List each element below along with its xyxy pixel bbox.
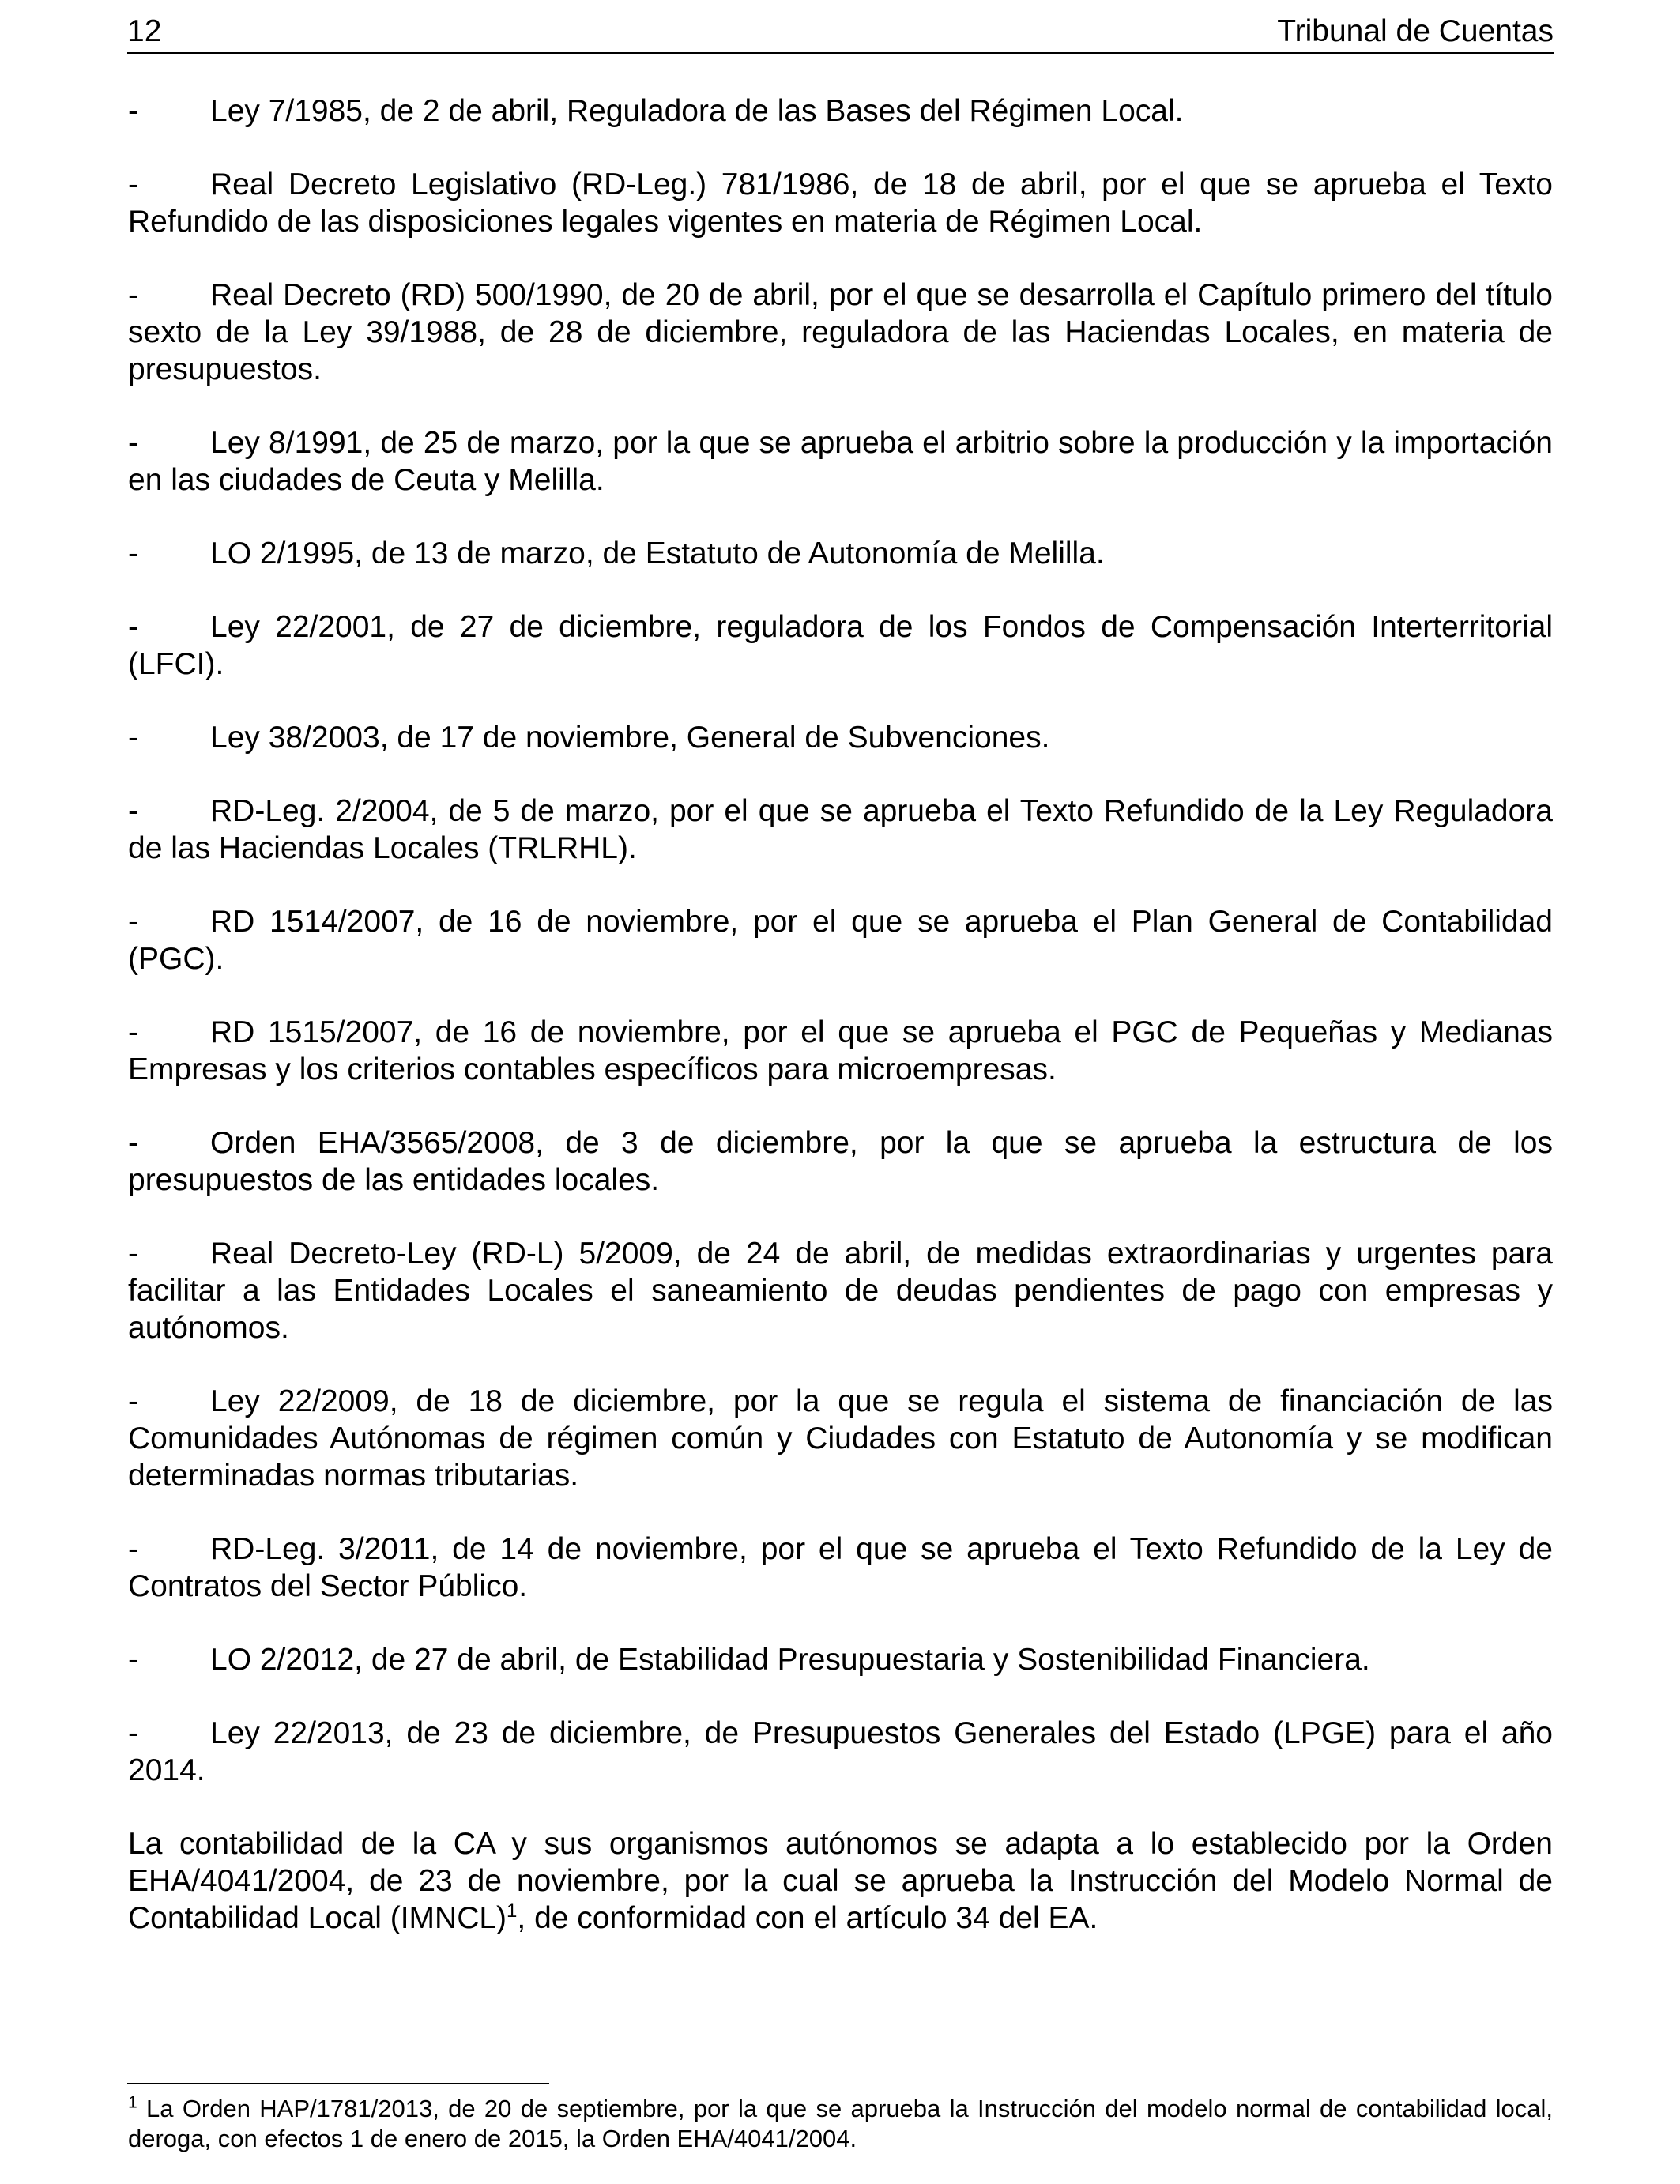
list-bullet: - (128, 1716, 138, 1750)
list-item-text: RD-Leg. 2/2004, de 5 de marzo, por el que se aprueba el Texto Refundido de la Ley Reguladora de las Haciendas Locales (TRLRHL). (128, 794, 1553, 865)
page-number: 12 (127, 14, 162, 48)
list-item (128, 1235, 1553, 1346)
list-item-text: RD 1514/2007, de 16 de noviembre, por el que se aprueba el Plan General de Contabilidad (PGC). (128, 905, 1553, 976)
footnote-reference[interactable]: 1 (507, 1900, 518, 1922)
list-item (128, 719, 1553, 756)
list-item (128, 793, 1553, 867)
list-item-text: Ley 22/2001, de 27 de diciembre, reguladora de los Fondos de Compensación Interterritorial (LFCI). (128, 610, 1553, 681)
list-item (128, 166, 1553, 240)
list-item (128, 424, 1553, 499)
list-item (128, 535, 1553, 572)
list-item (128, 903, 1553, 977)
list-bullet: - (128, 905, 138, 939)
list-item (128, 1715, 1553, 1789)
list-item (128, 1531, 1553, 1605)
list-item-text: Real Decreto-Ley (RD-L) 5/2009, de 24 de abril, de medidas extraordinarias y urgentes para facilitar a las Entidades Locales el saneamiento de deudas pendientes de pago con empresas y autónomos. (128, 1237, 1553, 1345)
footnote (128, 2094, 1553, 2154)
list-item (128, 1641, 1553, 1678)
list-item-text: Ley 7/1985, de 2 de abril, Reguladora de las Bases del Régimen Local. (210, 94, 1184, 128)
list-item-text: Real Decreto Legislativo (RD-Leg.) 781/1986, de 18 de abril, por el que se aprueba el Texto Refundido de las disposiciones legales vigentes en materia de Régimen Local. (128, 168, 1553, 239)
list-item-text: Ley 22/2013, de 23 de diciembre, de Presupuestos Generales del Estado (LPGE) para el año 2014. (128, 1716, 1553, 1787)
list-bullet: - (128, 426, 138, 460)
list-bullet: - (128, 794, 138, 828)
list-item-text: Orden EHA/3565/2008, de 3 de diciembre, por la que se aprueba la estructura de los presupuestos de las entidades locales. (128, 1126, 1553, 1197)
list-item-text: Ley 22/2009, de 18 de diciembre, por la que se regula el sistema de financiación de las Comunidades Autónomas de régimen común y Ciudades con Estatuto de Autonomía y se modifican determinadas normas tributarias. (128, 1384, 1553, 1493)
list-item (128, 1383, 1553, 1494)
footnote-text: La Orden HAP/1781/2013, de 20 de septiembre, por la que se aprueba la Instrucción del modelo normal de contabilidad local, deroga, con efectos 1 de enero de 2015, la Orden EHA/4041/2004. (128, 2095, 1553, 2152)
closing-text-end: , de conformidad con el artículo 34 del EA. (517, 1901, 1098, 1935)
legislation-list (128, 92, 1553, 1789)
list-bullet: - (128, 1643, 138, 1677)
list-item-text: RD-Leg. 3/2011, de 14 de noviembre, por el que se aprueba el Texto Refundido de la Ley de Contratos del Sector Público. (128, 1532, 1553, 1603)
list-bullet: - (128, 537, 138, 570)
list-bullet: - (128, 1237, 138, 1271)
list-bullet: - (128, 1126, 138, 1160)
list-item-text: Ley 8/1991, de 25 de marzo, por la que se aprueba el arbitrio sobre la producción y la importación en las ciudades de Ceuta y Melilla. (128, 426, 1553, 497)
list-bullet: - (128, 1532, 138, 1566)
document-body (128, 92, 1553, 1937)
closing-text: La contabilidad de la CA y sus organismos autónomos se adapta a lo establecido por la Orden EHA/4041/2004, de 23 de noviembre, por la cual se aprueba la Instrucción del Modelo Normal de Contabilidad Local (IMNCL) (128, 1827, 1553, 1935)
page-header (127, 11, 1554, 54)
list-item-text: LO 2/1995, de 13 de marzo, de Estatuto de Autonomía de Melilla. (210, 537, 1105, 570)
list-bullet: - (128, 168, 138, 201)
list-item-text: Ley 38/2003, de 17 de noviembre, General de Subvenciones. (210, 721, 1050, 755)
list-item (128, 1124, 1553, 1199)
header-title: Tribunal de Cuentas (1277, 14, 1554, 48)
footnote-divider (127, 2083, 549, 2084)
list-bullet: - (128, 610, 138, 644)
list-bullet: - (128, 1015, 138, 1049)
closing-paragraph (128, 1825, 1553, 1937)
list-item (128, 92, 1553, 130)
footnote-marker: 1 (128, 2093, 137, 2112)
list-item (128, 608, 1553, 683)
list-item-text: LO 2/2012, de 27 de abril, de Estabilidad Presupuestaria y Sostenibilidad Financiera. (210, 1643, 1370, 1677)
list-item (128, 1014, 1553, 1088)
list-bullet: - (128, 94, 138, 128)
list-item (128, 277, 1553, 388)
list-item-text: Real Decreto (RD) 500/1990, de 20 de abril, por el que se desarrolla el Capítulo primero del título sexto de la Ley 39/1988, de 28 de diciembre, reguladora de las Haciendas Locales, en materia de presupuestos. (128, 278, 1553, 386)
list-bullet: - (128, 278, 138, 312)
list-bullet: - (128, 721, 138, 755)
list-bullet: - (128, 1384, 138, 1418)
list-item-text: RD 1515/2007, de 16 de noviembre, por el que se aprueba el PGC de Pequeñas y Medianas Empresas y los criterios contables específicos para microempresas. (128, 1015, 1553, 1086)
